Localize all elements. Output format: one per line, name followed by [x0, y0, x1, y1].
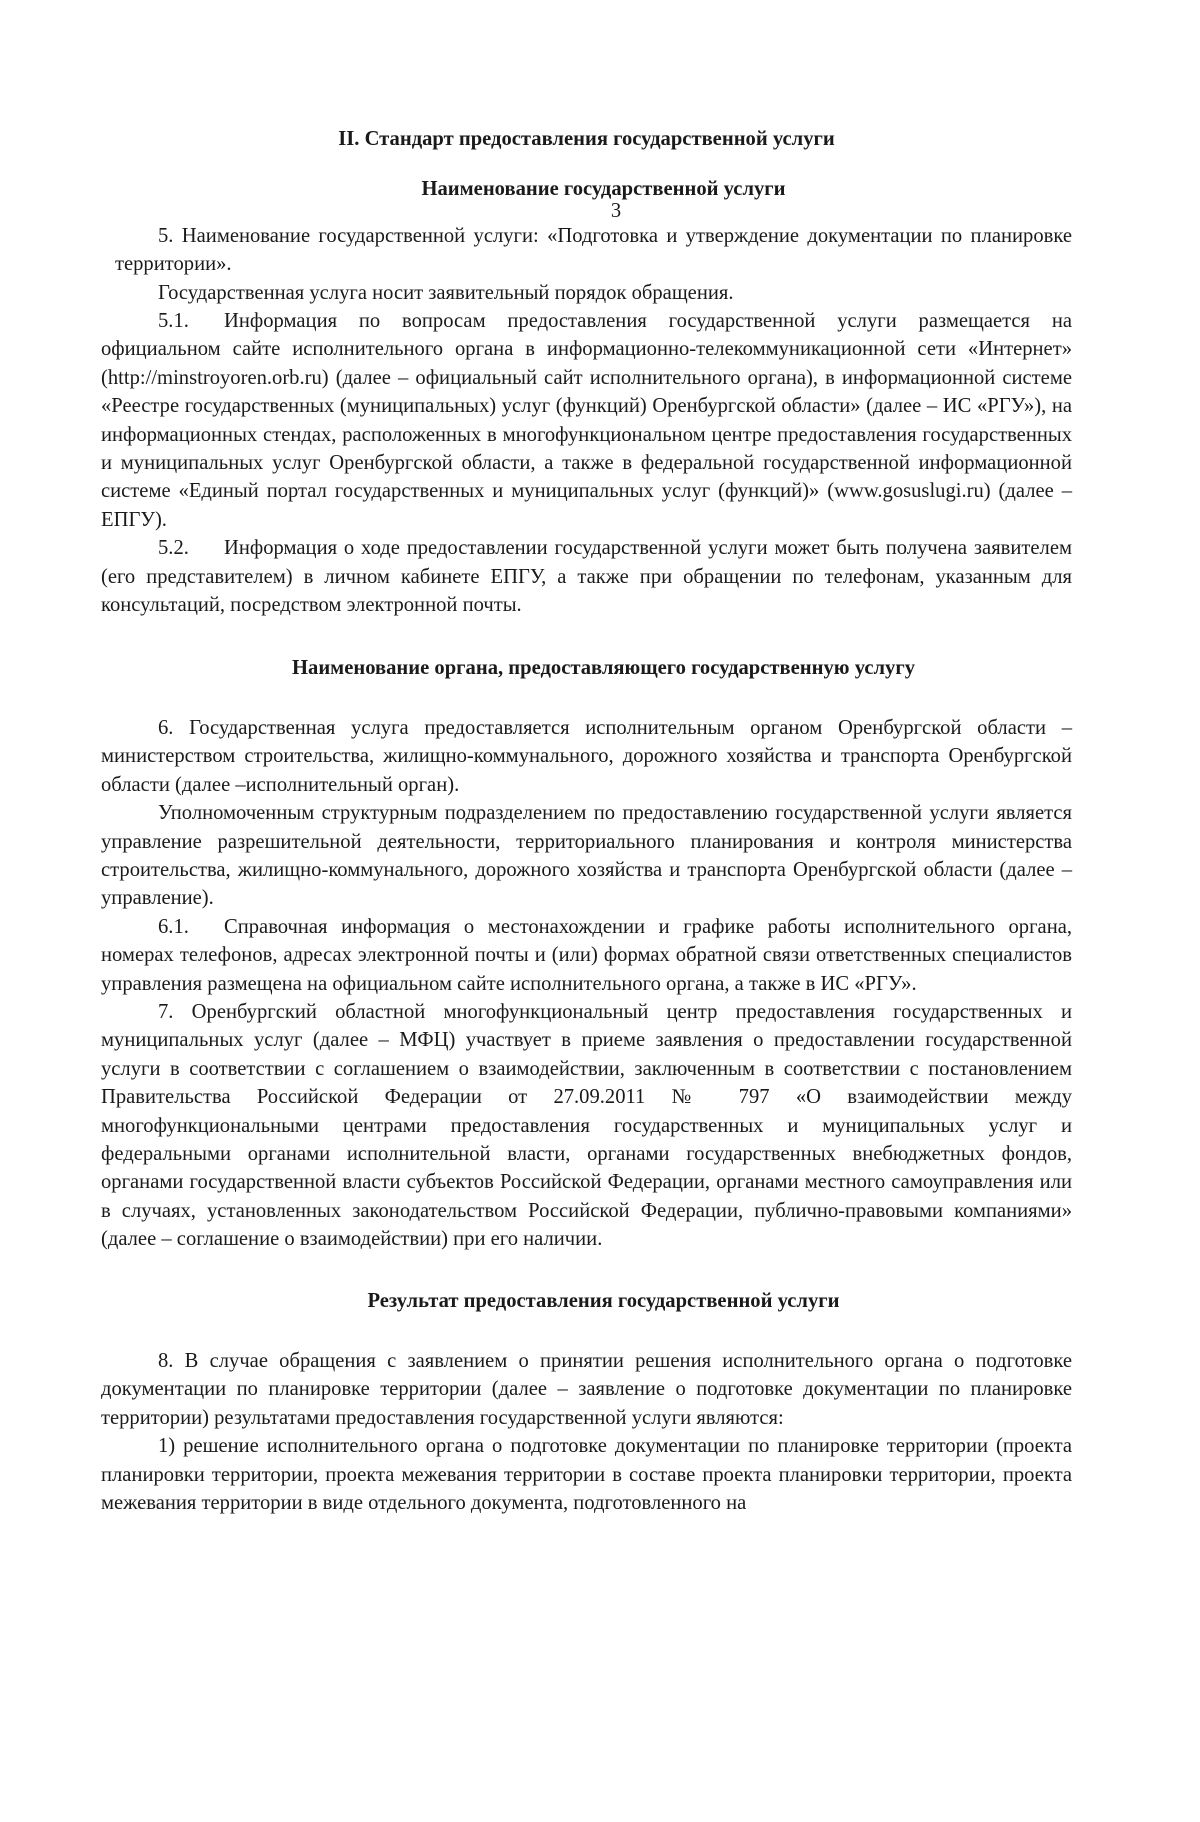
paragraph-6-note: Уполномоченным структурным подразделением по предоставлению государственной услуги является управление разрешительной деятельности, территориального планирования и контроля министерства строительства, жилищно-коммунального, дорожного хозяйства и транспорта Оренбургской области (далее – управление). — [101, 802, 1072, 910]
paragraph-6-1 — [101, 913, 1072, 998]
heading-service-name: Наименование государственной услуги — [421, 178, 786, 201]
page-number: 3 — [610, 200, 622, 222]
section-title: II. Стандарт предоставления государственной услуги — [338, 128, 835, 150]
paragraph-5-1 — [101, 307, 1072, 534]
heading-authority-name: Наименование органа, предоставляющего государственную услугу — [292, 656, 915, 679]
paragraph-5-2-text: Информация о ходе предоставлении государственной услуги может быть получена заявителем (его представителем) в личном кабинете ЕПГУ, а также при обращении по телефонам, указанным для консультаций, посредством электронной почты. — [101, 537, 1072, 617]
paragraph-8-1: 1) решение исполнительного органа о подготовке документации по планировке территории (проекта планировки территории, проекта межевания территории в составе проекта планировки территории, проекта межевания территории в виде отдельного документа, подготовленного на — [101, 1435, 1072, 1515]
paragraph-5-2-number: 5.2. — [158, 537, 189, 560]
paragraph-5-2 — [101, 534, 1072, 619]
paragraph-6-1-number: 6.1. — [158, 915, 189, 938]
paragraph-5-1-number: 5.1. — [158, 310, 189, 333]
heading-result: Результат предоставления государственной услуги — [367, 1289, 840, 1312]
document-page — [0, 125, 1200, 1822]
paragraph-6: 6. Государственная услуга предоставляется исполнительным органом Оренбургской области – министерством строительства, жилищно-коммунального, дорожного хозяйства и транспорта Оренбургской области (далее –исполнительный орган). — [101, 716, 1072, 796]
paragraph-5: 5. Наименование государственной услуги: «Подготовка и утверждение документации по планировке территории». — [115, 224, 1072, 276]
paragraph-8: 8. В случае обращения с заявлением о принятии решения исполнительного органа о подготовке документации по планировке территории (далее – заявление о подготовке документации по планировке территории) результатами предоставления государственной услуги являются: — [101, 1350, 1072, 1429]
paragraph-6-1-text: Справочная информация о местонахождении и графике работы исполнительного органа, номерах телефонов, адресах электронной почты и (или) формах обратной связи ответственных специалистов управления размещена на официальном сайте исполнительного органа, а также в ИС «РГУ». — [101, 915, 1072, 995]
paragraph-7: 7. Оренбургский областной многофункциональный центр предоставления государственных и муниципальных услуг (далее – МФЦ) участвует в приеме заявления о предоставлении государственной услуги в соответствии с соглашением о взаимодействии, заключенным в соответствии с постановлением Правительства Российской Федерации от 27.09.2011 № 797 «О взаимодействии между многофункциональными центрами предоставления государственных и муниципальных услуг и федеральными органами исполнительной власти, органами государственных внебюджетных фондов, органами государственной власти субъектов Российской Федерации, органами местного самоуправления или в случаях, установленных законодательством Российской Федерации, публично-правовыми компаниями» (далее – соглашение о взаимодействии) при его наличии. — [101, 1000, 1072, 1251]
paragraph-5-note: Государственная услуга носит заявительный порядок обращения. — [158, 281, 734, 304]
paragraph-5-1-text: Информация по вопросам предоставления государственной услуги размещается на официальном сайте исполнительного органа в информационно-телекоммуникационной сети «Интернет» (http://minstroyoren.orb.ru) (далее – официальный сайт исполнительного органа), в информационной системе «Реестре государственных (муниципальных) услуг (функций) Оренбургской области» (далее – ИС «РГУ»), на информационных стендах, расположенных в многофункциональном центре предоставления государственных и муниципальных услуг Оренбургской области, а также в федеральной государственной информационной системе «Единый портал государственных и муниципальных услуг (функций)» (www.gosuslugi.ru) (далее – ЕПГУ). — [101, 310, 1072, 531]
